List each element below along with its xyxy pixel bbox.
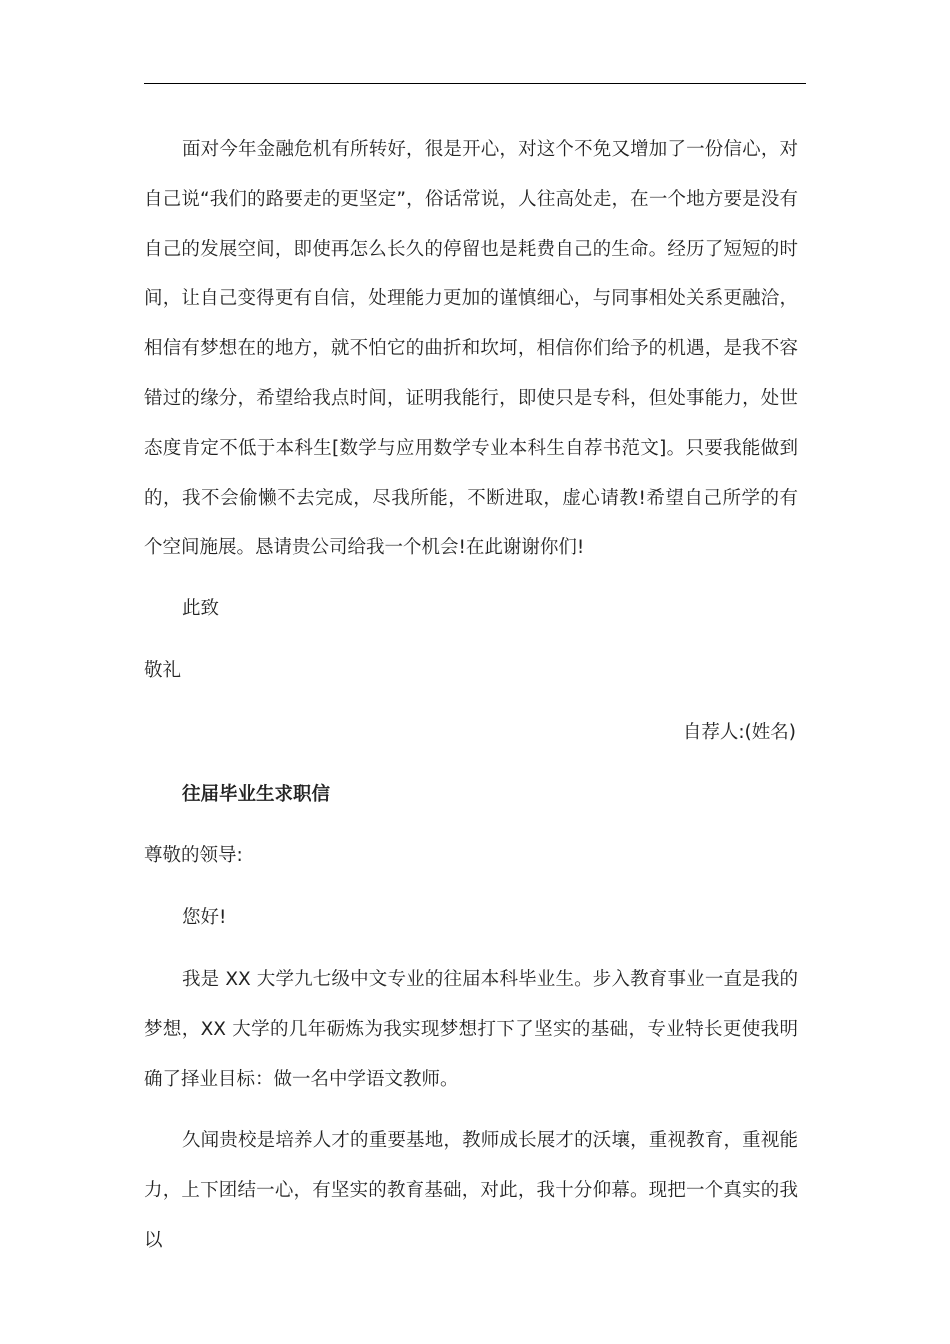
letter2-paragraph-1: 我是 XX 大学九七级中文专业的往届本科毕业生。步入教育事业一直是我的梦想，XX 大学的几年砺炼为我实现梦想打下了坚实的基础，专业特长更使我明确了择业目标：做一名中学语文教师。 xyxy=(144,968,798,1090)
salutation: 尊敬的领导: xyxy=(144,845,243,867)
section-title: 往届毕业生求职信 xyxy=(182,783,331,805)
signature-line: 自荐人:(姓名) xyxy=(682,721,796,743)
greeting: 您好! xyxy=(182,907,227,929)
letter1-body: 面对今年金融危机有所转好，很是开心，对这个不免又增加了一份信心，对自己说“我们的路要走的更坚定”，俗话常说，人往高处走，在一个地方要是没有自己的发展空间，即使再怎么长久的停留也是耗费自己的生命。经历了短短的时间，让自己变得更有自信，处理能力更加的谨慎细心，与同事相处关系更融洽，相信有梦想在的地方，就不怕它的曲折和坎坷，相信你们给予的机遇，是我不容错过的缘分，希望给我点时间，证明我能行，即使只是专科，但处事能力，处世态度肯定不低于本科生[数学与应用数学专业本科生自荐书范文]。只要我能做到的，我不会偷懒不去完成，尽我所能，不断进取，虚心请教!希望自己所学的有个空间施展。恳请贵公司给我一个机会!在此谢谢你们! xyxy=(144,139,798,559)
header-rule xyxy=(144,83,806,84)
letter2-paragraph-2: 久闻贵校是培养人才的重要基地，教师成长展才的沃壤，重视教育，重视能力，上下团结一心，有坚实的教育基础，对此，我十分仰幕。现把一个真实的我以 xyxy=(144,1130,798,1251)
closing-ci-zhi: 此致 xyxy=(182,598,220,620)
closing-jing-li: 敬礼 xyxy=(144,659,182,681)
document-body xyxy=(144,125,798,1266)
